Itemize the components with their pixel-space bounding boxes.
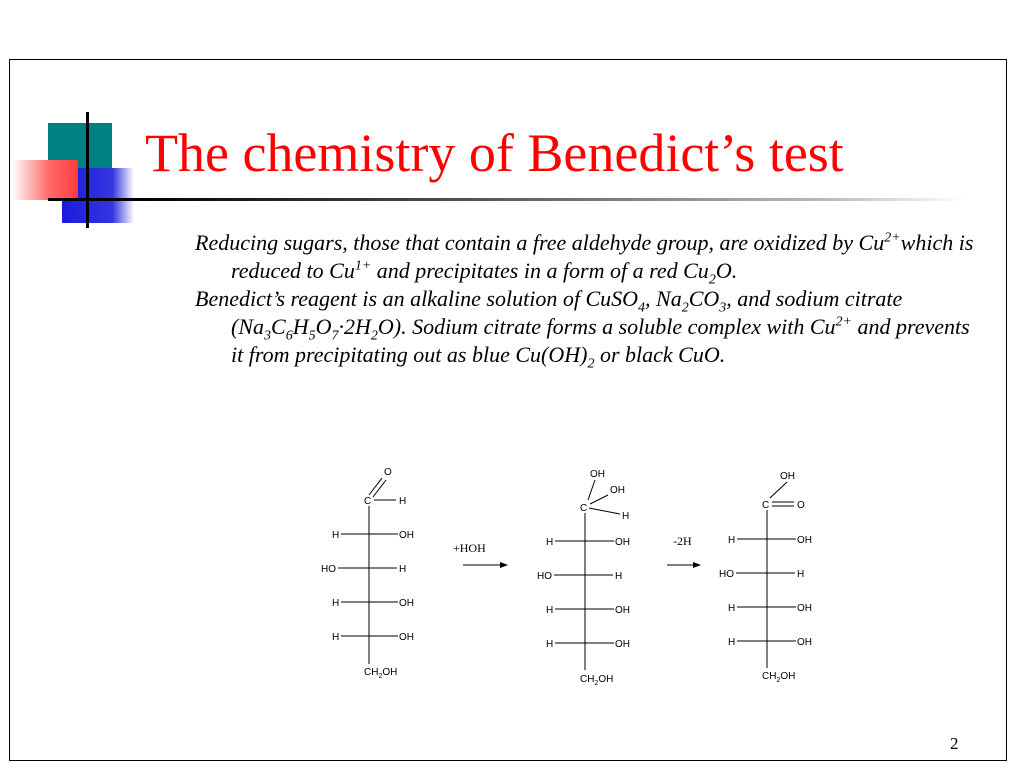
atom-label: OH [399,632,414,643]
atom-label: C [762,500,770,511]
arrow-head-icon [500,562,508,568]
atom-label: OH [610,485,625,496]
atom-label: OH [590,469,605,480]
paragraph-reducing-sugars: Reducing sugars, those that contain a free aldehyde group, are oxidized by $Cu^{2+}which$ is reduced to $Cu^{1+}$ and precipitates in a form of a red $Cu_2O$. [195,230,974,288]
atom-label: H [332,632,340,643]
atom-label: H [797,569,805,580]
page-number: 2 [950,734,959,753]
bond-line [770,482,787,498]
hydrated-glucose-structure [537,469,630,687]
bond-line [590,495,608,504]
atom-label: H [728,603,736,614]
atom-label: OH [615,537,630,548]
atom-label: H [546,605,554,616]
gluconic-acid-structure [719,471,812,684]
atom-label: H [728,637,736,648]
atom-label: H [546,639,554,650]
atom-label: C [364,496,372,507]
glucose-structure [321,467,414,680]
arrow-head-icon [693,562,701,568]
arrow-label-oxidation: -2H [673,534,692,548]
atom-label: OH [797,535,812,546]
atom-label: O [384,467,392,478]
atom-label: OH [399,530,414,541]
atom-label: $CH_2OH$ [580,674,614,687]
atom-label: HO [537,571,552,582]
atom-label: H [546,537,554,548]
atom-label: $CH_2OH$ [762,671,796,684]
atom-label: HO [321,564,336,575]
atom-label: C [580,503,588,514]
bond-line [588,480,595,500]
atom-label: $CH_2OH$ [364,667,398,680]
bond-line [369,478,382,495]
atom-label: OH [797,637,812,648]
atom-label: H [399,564,407,575]
atom-label: H [332,530,340,541]
atom-label: O [797,500,805,511]
atom-label: OH [797,603,812,614]
atom-label: OH [615,605,630,616]
atom-label: OH [615,639,630,650]
atom-label: H [622,511,630,522]
bond-line [589,508,620,514]
paragraph-benedicts-reagent: Benedict’s reagent is an alkaline solution of CuSO$_4$, $Na_2CO_3$, and sodium citrate $(Na_3C_6H_5O_7\cdot 2H_2O)$. Sodium citrate forms a soluble complex with $Cu^{2+}$ and prevents it from precipitating out as blue $Cu(OH)_2$ or black CuO. [195,286,970,372]
atom-label: OH [399,598,414,609]
slide-title: The chemistry of Benedict’s test [145,123,844,183]
arrow-label-hydration: +HOH [453,541,486,555]
atom-label: H [615,571,623,582]
atom-label: H [728,535,736,546]
atom-label: H [399,496,407,507]
bond-line [373,480,386,497]
atom-label: H [332,598,340,609]
atom-label: OH [780,471,795,482]
atom-label: HO [719,569,734,580]
